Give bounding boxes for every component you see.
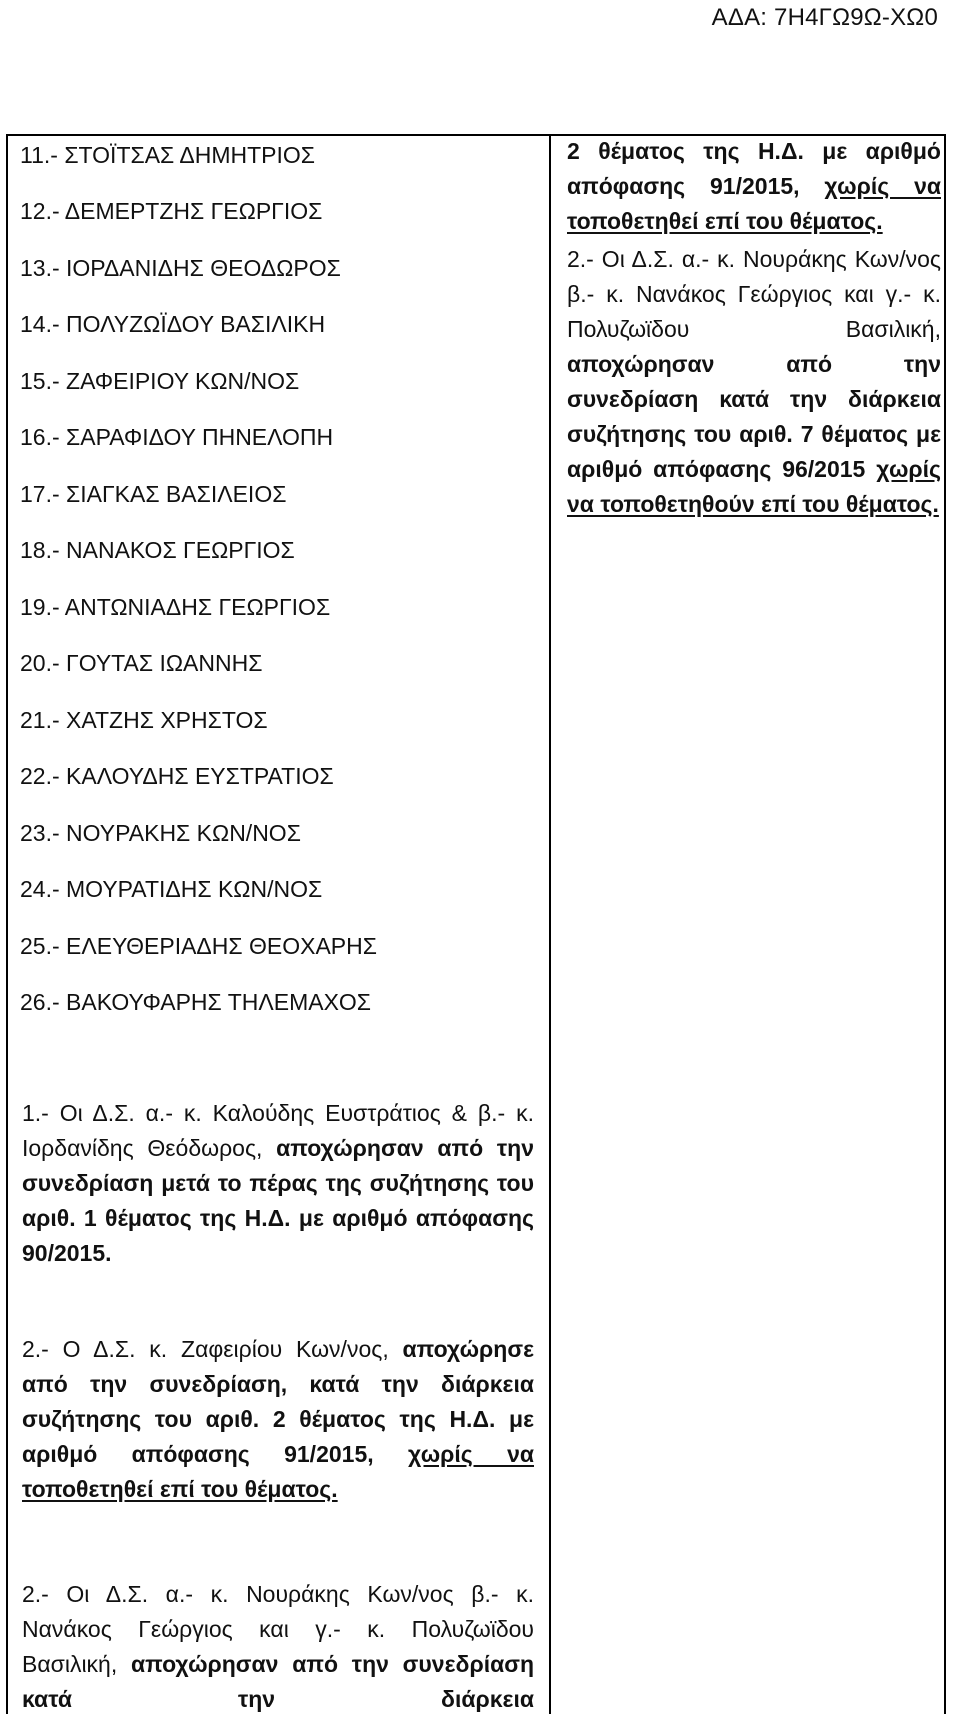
departure-note-2-bold: αποχώρησε από την συνεδρίαση, κατά την διάρκεια συζήτησης του αριθ. 2 θέματος της Η.Δ. με αριθμό απόφασης 91/2015, [22,1336,534,1467]
right-note-1-bold: 2 θέματος της Η.Δ. με αριθμό απόφασης 91/2015, [567,138,941,199]
ada-document-code: ΑΔΑ: 7Η4ΓΩ9Ω-ΧΩ0 [711,4,938,31]
list-item: 13.- ΙΟΡΔΑΝΙΔΗΣ ΘΕΟΔΩΡΟΣ [20,255,341,281]
column-divider [549,136,551,1714]
list-item: 15.- ΖΑΦΕΙΡΙΟΥ ΚΩΝ/ΝΟΣ [20,368,300,394]
right-note-1 [567,134,941,239]
right-note-2-text: 2.- Οι Δ.Σ. α.- κ. Νουράκης Κων/νος β.- κ. Νανάκος Γεώργιος και γ.- κ. Πολυζωϊδου Βασιλική, [567,246,941,342]
right-note-2-underline: χωρίς να τοποθετηθούν επί του θέματος. [567,456,941,517]
departure-note-2 [22,1332,534,1507]
right-note-2-bold: αποχώρησαν από την συνεδρίαση κατά την διάρκεια συζήτησης του αριθ. 7 θέματος με αριθμό απόφασης 96/2015 [567,351,941,482]
list-item: 22.- ΚΑΛΟΥΔΗΣ ΕΥΣΤΡΑΤΙΟΣ [20,763,334,789]
departure-note-1-bold: αποχώρησαν από την συνεδρίαση μετά το πέρας της συζήτησης του αριθ. 1 θέματος της Η.Δ. με αριθμό απόφασης 90/2015. [22,1135,534,1266]
departure-note-2-underline: χωρίς να τοποθετηθεί επί του θέματος. [22,1441,534,1502]
list-item: 19.- ΑΝΤΩΝΙΑΔΗΣ ΓΕΩΡΓΙΟΣ [20,594,331,620]
list-item: 18.- ΝΑΝΑΚΟΣ ΓΕΩΡΓΙΟΣ [20,537,295,563]
list-item: 14.- ΠΟΛΥΖΩΪΔΟΥ ΒΑΣΙΛΙΚΗ [20,311,326,337]
minutes-table [6,134,946,1714]
list-item: 17.- ΣΙΑΓΚΑΣ ΒΑΣΙΛΕΙΟΣ [20,481,287,507]
list-item: 16.- ΣΑΡΑΦΙΔΟΥ ΠΗΝΕΛΟΠΗ [20,424,334,450]
departure-note-2-text: 2.- Ο Δ.Σ. κ. Ζαφειρίου Κων/νος, [22,1336,403,1362]
departure-note-1 [22,1096,534,1271]
list-item: 25.- ΕΛΕΥΘΕΡΙΑΔΗΣ ΘΕΟΧΑΡΗΣ [20,933,377,959]
departure-note-3 [22,1577,534,1714]
right-note-2 [567,242,941,522]
departure-note-3-text: 2.- Οι Δ.Σ. α.- κ. Νουράκης Κων/νος β.- κ. Νανάκος Γεώργιος και γ.- κ. Πολυζωϊδου Βασιλική, [22,1581,534,1677]
list-item: 20.- ΓΟΥΤΑΣ ΙΩΑΝΝΗΣ [20,650,263,676]
list-item: 11.- ΣΤΟΪΤΣΑΣ ΔΗΜΗΤΡΙΟΣ [20,142,316,168]
right-note-1-underline: χωρίς να τοποθετηθεί επί του θέματος. [567,173,941,234]
departure-note-3-bold: αποχώρησαν από την συνεδρίαση κατά την διάρκεια [22,1651,534,1712]
list-item: 12.- ΔΕΜΕΡΤΖΗΣ ΓΕΩΡΓΙΟΣ [20,198,323,224]
list-item: 24.- ΜΟΥΡΑΤΙΔΗΣ ΚΩΝ/ΝΟΣ [20,876,323,902]
list-item: 21.- ΧΑΤΖΗΣ ΧΡΗΣΤΟΣ [20,707,268,733]
list-item: 23.- ΝΟΥΡΑΚΗΣ ΚΩΝ/ΝΟΣ [20,820,301,846]
departure-note-1-text: 1.- Οι Δ.Σ. α.- κ. Καλούδης Ευστράτιος & β.- κ. Ιορδανίδης Θεόδωρος, [22,1100,534,1161]
list-item: 26.- ΒΑΚΟΥΦΑΡΗΣ ΤΗΛΕΜΑΧΟΣ [20,989,372,1015]
